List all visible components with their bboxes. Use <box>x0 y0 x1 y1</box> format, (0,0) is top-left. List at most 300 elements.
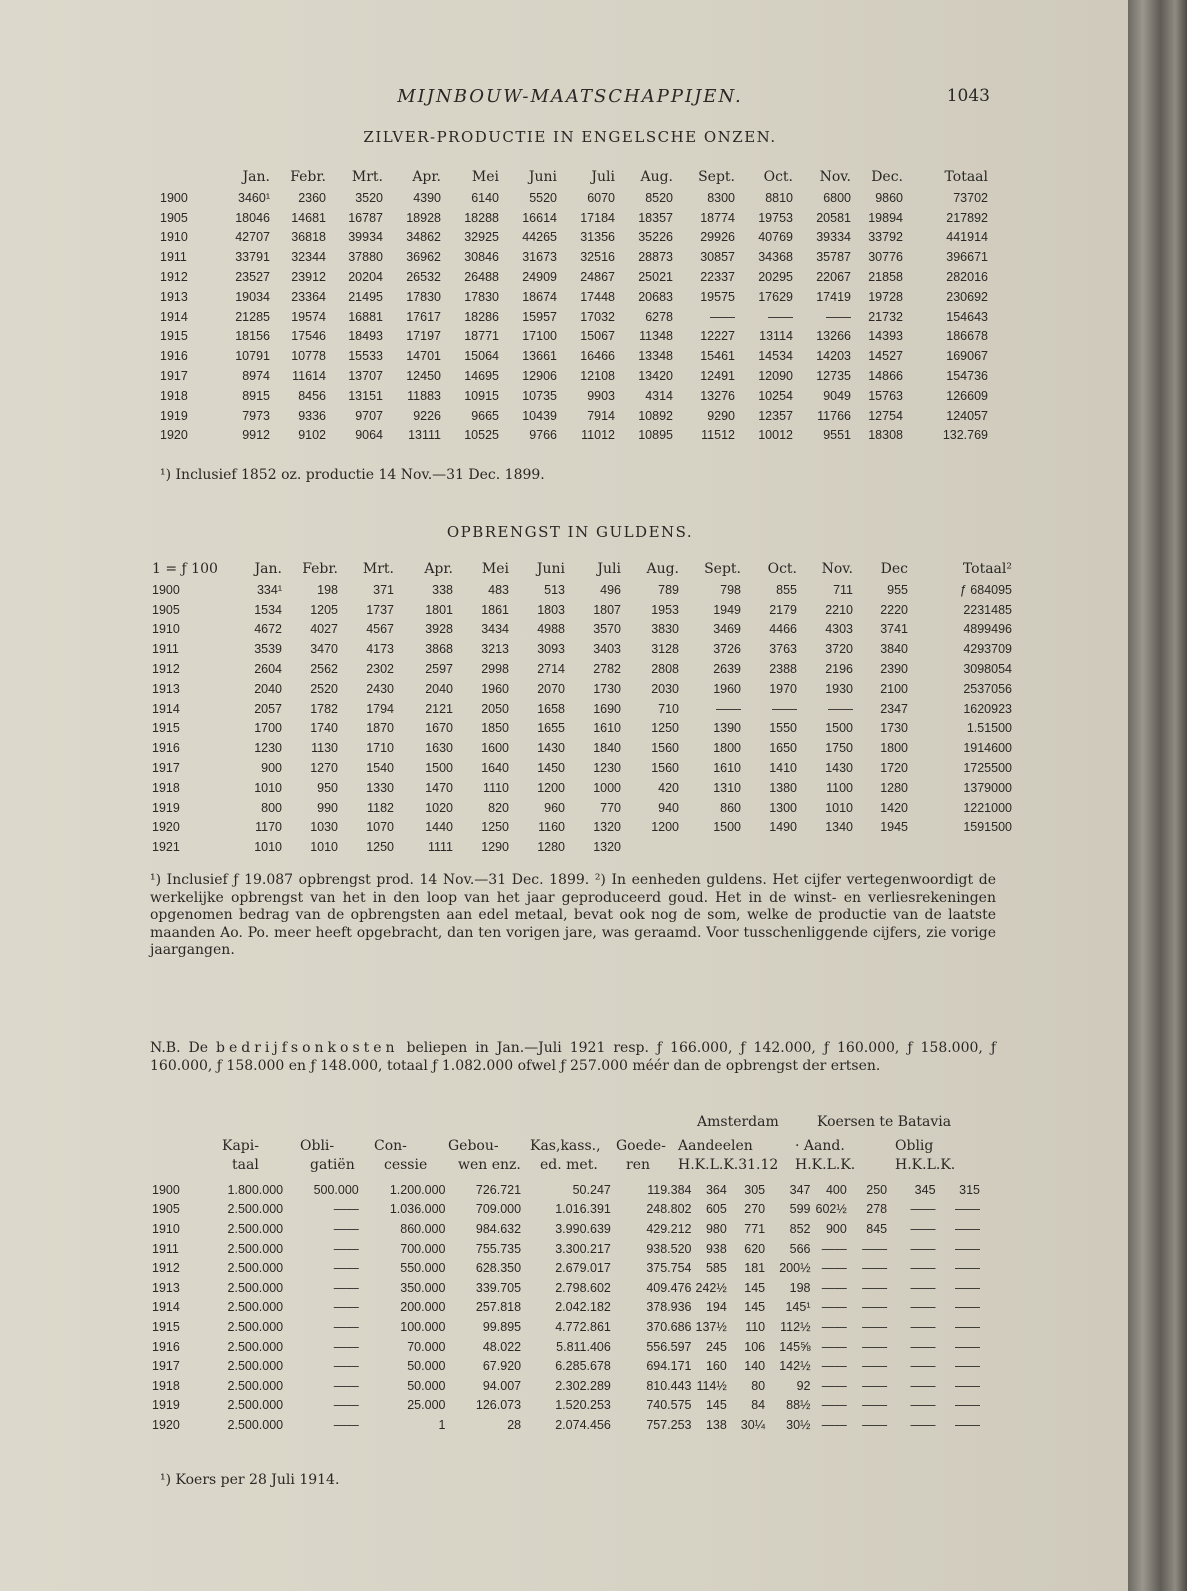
value-cell: 67.920 <box>482 1359 522 1374</box>
cap-col-header-line2: taal <box>232 1157 259 1173</box>
value-cell: 2.500.000 <box>227 1319 284 1334</box>
value-cell: 2.500.000 <box>227 1339 284 1354</box>
value-cell: —— <box>955 1398 980 1413</box>
value-cell: 9766 <box>529 428 557 443</box>
value-cell: 1020 <box>425 800 453 815</box>
value-cell: 2782 <box>593 662 621 677</box>
value-cell: 1710 <box>366 741 394 756</box>
value-cell: —— <box>910 1339 936 1354</box>
value-cell: —— <box>862 1417 888 1432</box>
table-row <box>158 386 990 406</box>
value-cell: 18928 <box>406 210 441 225</box>
value-cell: 4466 <box>769 622 797 637</box>
value-cell: 18046 <box>235 210 270 225</box>
value-cell: 1500 <box>825 721 853 736</box>
value-cell: 1070 <box>366 820 394 835</box>
value-cell: 6140 <box>471 190 499 205</box>
table-row <box>150 1258 982 1278</box>
value-cell: 860 <box>720 800 741 815</box>
value-cell: 26488 <box>464 270 499 285</box>
value-cell: 44265 <box>522 230 557 245</box>
value-cell: 19894 <box>868 210 903 225</box>
value-cell: 2714 <box>537 662 565 677</box>
year-cell: 1913 <box>152 681 180 696</box>
value-cell: 1170 <box>255 820 282 835</box>
value-cell: 2.500.000 <box>227 1359 284 1374</box>
value-cell: 3469 <box>713 622 741 637</box>
value-cell: 3.300.217 <box>555 1241 611 1256</box>
value-cell: 70.000 <box>407 1339 446 1354</box>
value-cell: 35787 <box>816 250 851 265</box>
value-cell: 4314 <box>645 388 673 403</box>
value-cell: 845 <box>866 1221 888 1236</box>
value-cell <box>623 837 681 857</box>
value-cell: 19034 <box>235 289 270 304</box>
value-cell: 1550 <box>769 721 797 736</box>
value-cell: —— <box>821 1261 847 1276</box>
value-cell: 1010 <box>310 840 338 855</box>
silver-col-header: Oct. <box>763 169 793 185</box>
value-cell: 10012 <box>758 428 793 443</box>
value-cell: 3868 <box>425 642 453 657</box>
table-row <box>150 1415 982 1435</box>
value-cell: 23527 <box>235 270 270 285</box>
value-cell: 13114 <box>759 329 793 344</box>
cap-col-header-line2: gatiën <box>310 1157 355 1173</box>
value-cell: 30½ <box>786 1417 811 1432</box>
year-cell: 1911 <box>160 250 187 265</box>
value-cell: 1000 <box>593 780 621 795</box>
value-cell: —— <box>333 1319 359 1334</box>
value-cell: 29926 <box>700 230 735 245</box>
value-cell: 1300 <box>769 800 797 815</box>
value-cell: 10892 <box>638 408 673 423</box>
value-cell: 8974 <box>242 369 270 384</box>
value-cell: 800 <box>261 800 282 815</box>
nb-note <box>150 1040 996 1075</box>
value-cell: 9903 <box>587 388 615 403</box>
value-cell: 860.000 <box>400 1221 446 1236</box>
value-cell: 757.253 <box>646 1417 692 1432</box>
value-cell: 1.200.000 <box>389 1182 446 1197</box>
value-cell <box>743 837 799 857</box>
value-cell: 1800 <box>713 741 741 756</box>
value-cell: 3840 <box>880 642 908 657</box>
value-cell: —— <box>821 1398 847 1413</box>
value-cell: 1280 <box>880 780 908 795</box>
value-cell: 154643 <box>946 309 988 324</box>
value-cell: 1782 <box>310 701 338 716</box>
value-cell: 18493 <box>348 329 383 344</box>
value-cell: 513 <box>544 582 565 597</box>
value-cell: 12227 <box>700 329 735 344</box>
value-cell: 694.171 <box>646 1359 692 1374</box>
year-cell: 1910 <box>160 230 188 245</box>
table-row <box>150 1239 982 1259</box>
value-cell: 1.520.253 <box>555 1398 611 1413</box>
value-cell: 13151 <box>348 388 383 403</box>
value-cell: 30846 <box>464 250 499 265</box>
value-cell: 18774 <box>700 210 735 225</box>
table-row <box>158 426 990 446</box>
value-cell: 1870 <box>366 721 394 736</box>
value-cell: 242½ <box>695 1280 727 1295</box>
value-cell: 334¹ <box>256 582 282 597</box>
value-cell: 605 <box>705 1202 727 1217</box>
value-cell: 2.500.000 <box>227 1280 284 1295</box>
value-cell: 1534 <box>254 602 282 617</box>
cap-col-header-line2: wen enz. <box>458 1157 521 1173</box>
value-cell: 820 <box>488 800 509 815</box>
value-cell: 3098054 <box>963 662 1012 677</box>
value-cell: 1280 <box>537 840 565 855</box>
value-cell: 11614 <box>292 369 326 384</box>
value-cell: 181 <box>744 1261 766 1276</box>
value-cell: 6278 <box>645 309 673 324</box>
value-cell: —— <box>955 1202 980 1217</box>
value-cell: 8300 <box>707 190 735 205</box>
value-cell: 1655 <box>537 721 565 736</box>
value-cell: 119.384 <box>647 1182 692 1197</box>
year-cell: 1917 <box>152 1359 180 1374</box>
cap-col-header-line1: · Aand. <box>795 1138 845 1154</box>
value-cell: 186678 <box>946 329 988 344</box>
value-cell: 30857 <box>700 250 735 265</box>
capital-table <box>150 1180 982 1435</box>
value-cell: 14203 <box>816 349 851 364</box>
value-cell: 371 <box>373 582 394 597</box>
value-cell: —— <box>333 1221 359 1236</box>
value-cell: 33792 <box>868 230 903 245</box>
value-cell: 1340 <box>825 820 853 835</box>
value-cell: 126609 <box>946 388 988 403</box>
table-row <box>150 659 1014 679</box>
value-cell: 40769 <box>758 230 793 245</box>
value-cell: 13420 <box>638 369 673 384</box>
value-cell: ƒ 684095 <box>959 582 1012 597</box>
value-cell: 20295 <box>758 270 793 285</box>
value-cell: 282016 <box>946 270 988 285</box>
yield-col-header: Sept. <box>704 561 741 577</box>
value-cell: 2220 <box>880 602 908 617</box>
value-cell: 2070 <box>537 681 565 696</box>
value-cell: 789 <box>658 582 679 597</box>
value-cell: 1270 <box>310 761 338 776</box>
value-cell: 2.042.182 <box>555 1300 611 1315</box>
silver-col-header: Aug. <box>640 169 673 185</box>
value-cell: 4899496 <box>963 622 1012 637</box>
value-cell: 2121 <box>425 701 453 716</box>
value-cell: 18156 <box>235 329 270 344</box>
value-cell: 1970 <box>769 681 797 696</box>
silver-col-header: Jan. <box>242 169 270 185</box>
value-cell: 2.500.000 <box>227 1300 284 1315</box>
value-cell: 15763 <box>868 388 903 403</box>
value-cell: 36818 <box>291 230 326 245</box>
value-cell: 15461 <box>700 349 735 364</box>
value-cell: 1111 <box>427 840 453 855</box>
year-cell: 1914 <box>152 701 180 716</box>
table-row <box>150 1298 982 1318</box>
value-cell: 154736 <box>946 369 988 384</box>
value-cell: 33791 <box>235 250 270 265</box>
table-row <box>158 406 990 426</box>
year-cell: 1900 <box>152 1182 180 1197</box>
value-cell: 990 <box>317 800 338 815</box>
value-cell: 940 <box>658 800 679 815</box>
value-cell: —— <box>862 1300 888 1315</box>
value-cell: 1010 <box>254 840 282 855</box>
value-cell: 11512 <box>701 428 735 443</box>
value-cell: —— <box>862 1280 888 1295</box>
cap-head-batavia: Koersen te Batavia <box>817 1114 952 1130</box>
yield-corner-label: 1 = ƒ 100 <box>152 561 218 577</box>
value-cell: 248.802 <box>646 1202 692 1217</box>
table-row <box>150 699 1014 719</box>
year-cell: 1917 <box>160 369 188 384</box>
table-row <box>158 366 990 386</box>
value-cell: 1560 <box>651 741 679 756</box>
value-cell: 31356 <box>580 230 615 245</box>
value-cell: 350.000 <box>400 1280 446 1295</box>
value-cell: 12491 <box>700 369 735 384</box>
value-cell: —— <box>333 1241 359 1256</box>
value-cell: —— <box>910 1280 936 1295</box>
value-cell: 1430 <box>825 761 853 776</box>
value-cell: 28873 <box>638 250 673 265</box>
value-cell: 338 <box>432 582 453 597</box>
value-cell: 1250 <box>481 820 509 835</box>
value-cell: 1160 <box>538 820 565 835</box>
value-cell: 2210 <box>825 602 853 617</box>
value-cell: 2057 <box>254 701 282 716</box>
table-row <box>158 228 990 248</box>
value-cell: 18674 <box>522 289 557 304</box>
value-cell: —— <box>333 1261 359 1276</box>
value-cell: 100.000 <box>400 1319 446 1334</box>
year-cell: 1920 <box>152 1417 180 1432</box>
value-cell: 1540 <box>366 761 394 776</box>
value-cell: 1953 <box>651 602 679 617</box>
table-row <box>150 580 1014 600</box>
value-cell: 10735 <box>522 388 557 403</box>
value-cell: —— <box>828 701 853 716</box>
value-cell: 9860 <box>875 190 903 205</box>
year-cell: 1919 <box>152 800 180 815</box>
value-cell: 94.007 <box>482 1378 522 1393</box>
year-cell: 1918 <box>152 780 180 795</box>
silver-col-header: Nov. <box>819 169 851 185</box>
value-cell: 1560 <box>651 761 679 776</box>
value-cell: 2.500.000 <box>227 1202 284 1217</box>
table-row <box>158 307 990 327</box>
value-cell: 137½ <box>695 1319 727 1334</box>
value-cell: 1310 <box>713 780 741 795</box>
value-cell: 1740 <box>310 721 338 736</box>
value-cell: 25.000 <box>407 1398 446 1413</box>
value-cell: 50.000 <box>407 1378 446 1393</box>
value-cell: 4173 <box>366 642 394 657</box>
value-cell: —— <box>955 1241 980 1256</box>
value-cell: 12754 <box>868 408 903 423</box>
value-cell: 37880 <box>348 250 383 265</box>
value-cell: 17197 <box>406 329 441 344</box>
year-cell: 1917 <box>152 761 180 776</box>
value-cell: —— <box>910 1378 936 1393</box>
value-cell: 1949 <box>713 602 741 617</box>
year-cell: 1916 <box>152 741 180 756</box>
value-cell: 13707 <box>348 369 383 384</box>
value-cell: 711 <box>833 582 853 597</box>
value-cell: 17032 <box>580 309 615 324</box>
value-cell: 20683 <box>638 289 673 304</box>
cap-col-header-line1: Kapi- <box>222 1138 259 1154</box>
value-cell: —— <box>910 1221 936 1236</box>
value-cell: 23364 <box>291 289 326 304</box>
value-cell: 32344 <box>291 250 326 265</box>
value-cell: 13661 <box>522 349 557 364</box>
silver-footnote: ¹) Inclusief 1852 oz. productie 14 Nov.—31 Dec. 1899. <box>160 467 545 483</box>
yield-col-header: Mei <box>481 561 509 577</box>
value-cell: 10791 <box>235 349 270 364</box>
value-cell: 30¼ <box>740 1417 766 1432</box>
table-row <box>158 346 990 366</box>
page-header <box>150 86 990 110</box>
yield-col-header: Aug. <box>646 561 679 577</box>
table-row <box>150 738 1014 758</box>
value-cell: 19728 <box>868 289 903 304</box>
value-cell: 2100 <box>880 681 908 696</box>
value-cell: 3741 <box>880 622 908 637</box>
value-cell: 1610 <box>593 721 621 736</box>
value-cell: 32925 <box>464 230 499 245</box>
value-cell: 1730 <box>593 681 621 696</box>
value-cell: 375.754 <box>646 1261 692 1276</box>
value-cell: 15064 <box>464 349 499 364</box>
value-cell: —— <box>821 1300 847 1315</box>
value-cell: 9665 <box>471 408 499 423</box>
value-cell: 1410 <box>769 761 797 776</box>
value-cell: 378.936 <box>646 1300 692 1315</box>
value-cell: 1700 <box>254 721 282 736</box>
cap-col-header-line2: cessie <box>384 1157 428 1173</box>
value-cell: 16787 <box>348 210 383 225</box>
silver-corner-label <box>158 166 210 188</box>
value-cell: 138 <box>705 1417 727 1432</box>
value-cell: —— <box>910 1261 936 1276</box>
value-cell: 17448 <box>580 289 615 304</box>
value-cell: 3403 <box>593 642 621 657</box>
value-cell: 18286 <box>464 309 499 324</box>
value-cell: —— <box>955 1300 980 1315</box>
cap-col-header-line1: Obli- <box>300 1138 335 1154</box>
value-cell: 15067 <box>580 329 615 344</box>
value-cell: 400 <box>825 1182 847 1197</box>
year-cell: 1910 <box>152 622 180 637</box>
value-cell: 145⅝ <box>779 1339 811 1354</box>
value-cell: 19574 <box>291 309 326 324</box>
value-cell: —— <box>333 1202 359 1217</box>
value-cell: 315 <box>959 1182 980 1197</box>
silver-col-header: Mrt. <box>351 169 383 185</box>
value-cell: 1861 <box>481 602 509 617</box>
value-cell: 771 <box>744 1221 766 1236</box>
value-cell: 500.000 <box>313 1182 359 1197</box>
year-cell: 1912 <box>152 1261 180 1276</box>
value-cell: 9064 <box>355 428 383 443</box>
value-cell: 35226 <box>638 230 673 245</box>
nb-spaced-word: bedrijfsonkosten <box>216 1040 399 1056</box>
value-cell: 1690 <box>593 701 621 716</box>
value-cell: 2196 <box>825 662 853 677</box>
value-cell: 798 <box>720 582 741 597</box>
value-cell: —— <box>821 1417 847 1432</box>
cap-col-header-line2: H.K.L.K. <box>795 1157 856 1173</box>
yield-col-header: Nov. <box>821 561 853 577</box>
value-cell: 10525 <box>464 428 499 443</box>
value-cell: —— <box>910 1241 936 1256</box>
value-cell: 73702 <box>953 190 988 205</box>
year-cell: 1911 <box>152 642 179 657</box>
value-cell: 2.500.000 <box>227 1261 284 1276</box>
silver-col-header: Dec. <box>871 169 903 185</box>
value-cell: 1030 <box>310 820 338 835</box>
value-cell: —— <box>862 1378 888 1393</box>
table-row <box>150 1317 982 1337</box>
yield-col-header: Mrt. <box>362 561 394 577</box>
value-cell: 2537056 <box>963 681 1012 696</box>
value-cell: 709.000 <box>475 1202 522 1217</box>
value-cell: 900 <box>261 761 282 776</box>
value-cell: 2998 <box>481 662 509 677</box>
value-cell: —— <box>910 1398 936 1413</box>
value-cell: 24867 <box>580 270 615 285</box>
value-cell: 14695 <box>464 369 499 384</box>
value-cell: 1800 <box>880 741 908 756</box>
cap-col-header-line1: Goede- <box>616 1138 666 1154</box>
cap-col-header-line1: Kas,kass., <box>530 1138 601 1154</box>
page-number: 1043 <box>946 86 990 106</box>
value-cell: 1807 <box>593 602 621 617</box>
value-cell: 4390 <box>413 190 441 205</box>
value-cell: —— <box>333 1398 359 1413</box>
value-cell: 1330 <box>366 780 394 795</box>
cap-col-header-line2: ren <box>626 1157 650 1173</box>
value-cell: 2.500.000 <box>227 1221 284 1236</box>
value-cell: 1794 <box>366 701 394 716</box>
value-cell: 31673 <box>522 250 557 265</box>
value-cell: 3928 <box>425 622 453 637</box>
value-cell: 1630 <box>425 741 453 756</box>
year-cell: 1910 <box>152 1221 180 1236</box>
value-cell: 140 <box>744 1359 766 1374</box>
value-cell: 2.679.017 <box>555 1261 611 1276</box>
value-cell: 1230 <box>254 741 282 756</box>
value-cell: 1850 <box>481 721 509 736</box>
value-cell: 740.575 <box>646 1398 692 1413</box>
silver-col-header: Sept. <box>698 169 735 185</box>
value-cell: 1420 <box>880 800 908 815</box>
year-cell: 1900 <box>160 190 188 205</box>
value-cell: 2.500.000 <box>227 1398 284 1413</box>
value-cell <box>799 837 855 857</box>
value-cell: 1290 <box>481 840 509 855</box>
cap-col-header-line2: H.K.L.K.31.12 <box>678 1157 779 1173</box>
value-cell: 106 <box>744 1339 766 1354</box>
value-cell: 1470 <box>425 780 453 795</box>
value-cell: 17830 <box>406 289 441 304</box>
cap-col-header-line2: H.K.L.K. <box>895 1157 956 1173</box>
